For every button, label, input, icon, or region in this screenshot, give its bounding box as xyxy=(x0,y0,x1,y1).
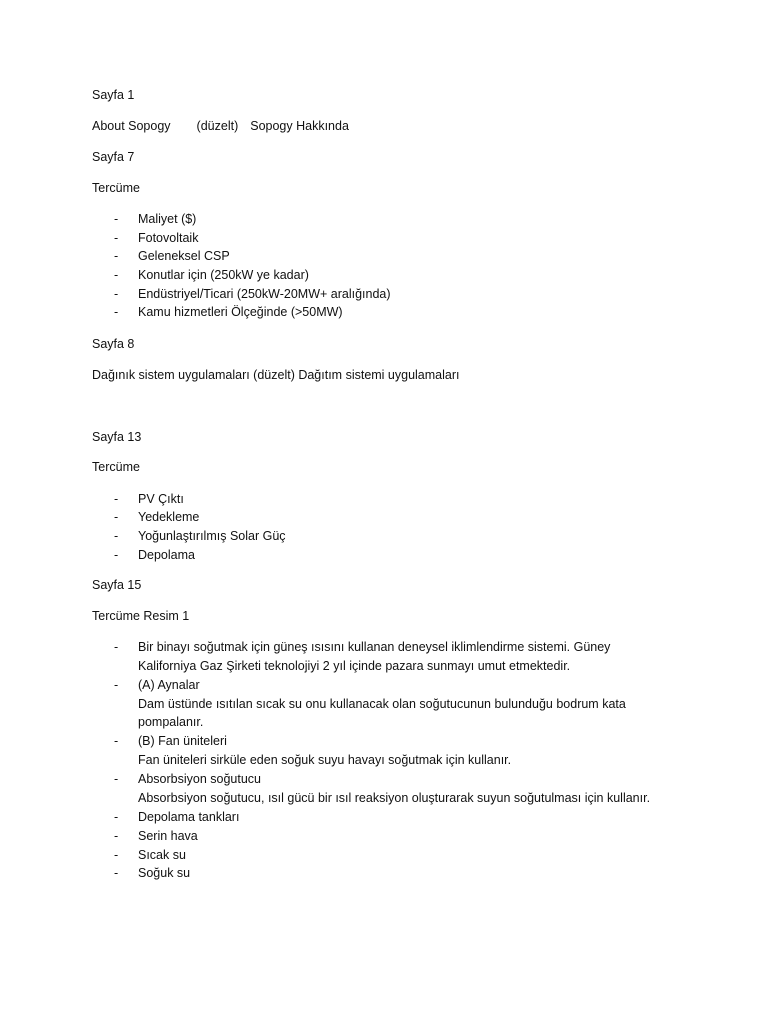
list-item-text: Sıcak su xyxy=(138,848,186,862)
list-dash: - xyxy=(114,212,119,226)
tercume-label-13: Tercüme xyxy=(92,460,140,474)
list-item: PV Çıktı xyxy=(138,492,184,506)
heading-sayfa-13: Sayfa 13 xyxy=(92,430,142,444)
list-item-text: Serin hava xyxy=(138,829,198,843)
about-text: About Sopogy xyxy=(92,119,171,133)
list-dash: - xyxy=(114,510,119,524)
list-dash: - xyxy=(114,678,119,692)
list-item-text: Absorbsiyon soğutucu xyxy=(138,772,261,786)
list-dash: - xyxy=(114,848,119,862)
list-dash: - xyxy=(114,810,119,824)
list-dash: - xyxy=(114,492,119,506)
list-item-text: Dam üstünde ısıtılan sıcak su onu kullanacak olan soğutucunun bulunduğu bodrum kata xyxy=(138,697,626,711)
list-item-text: Absorbsiyon soğutucu, ısıl gücü bir ısıl reaksiyon oluşturarak suyun soğutulması için kullanır. xyxy=(138,791,651,805)
list-item: Geleneksel CSP xyxy=(138,249,230,263)
list-item: Kamu hizmetleri Ölçeğinde (>50MW) xyxy=(138,305,343,319)
list-item: Konutlar için (250kW ye kadar) xyxy=(138,268,309,282)
list-item: Yoğunlaştırılmış Solar Güç xyxy=(138,529,286,543)
list-dash: - xyxy=(114,866,119,880)
heading-sayfa-8: Sayfa 8 xyxy=(92,337,135,351)
list-dash: - xyxy=(114,305,119,319)
tercume-resim-label: Tercüme Resim 1 xyxy=(92,609,190,623)
list-dash: - xyxy=(114,268,119,282)
list-item-text: pompalanır. xyxy=(138,715,204,729)
list-item: Depolama xyxy=(138,548,195,562)
list-item-text: Kaliforniya Gaz Şirketi teknolojiyi 2 yıl içinde pazara sunmayı umut etmektedir. xyxy=(138,659,571,673)
tercume-label-7: Tercüme xyxy=(92,181,140,195)
list-dash: - xyxy=(114,287,119,301)
heading-sayfa-7: Sayfa 7 xyxy=(92,150,135,164)
list-item: Endüstriyel/Ticari (250kW-20MW+ aralığında) xyxy=(138,287,391,301)
sayfa-8-text: Dağınık sistem uygulamaları (düzelt) Dağıtım sistemi uygulamaları xyxy=(92,368,460,382)
list-dash: - xyxy=(114,548,119,562)
list-item: Fotovoltaik xyxy=(138,231,199,245)
list-dash: - xyxy=(114,249,119,263)
list-item-text: Depolama tankları xyxy=(138,810,240,824)
list-dash: - xyxy=(114,640,119,654)
list-item-text: Fan üniteleri sirküle eden soğuk suyu havayı soğutmak için kullanır. xyxy=(138,753,512,767)
heading-sayfa-1: Sayfa 1 xyxy=(92,88,135,102)
list-item-text: (B) Fan üniteleri xyxy=(138,734,227,748)
list-item-text: Bir binayı soğutmak için güneş ısısını kullanan deneysel iklimlendirme sistemi. Güney xyxy=(138,640,611,654)
list-item: Maliyet ($) xyxy=(138,212,197,226)
heading-sayfa-15: Sayfa 15 xyxy=(92,578,142,592)
list-dash: - xyxy=(114,231,119,245)
list-dash: - xyxy=(114,829,119,843)
about-line xyxy=(92,118,349,134)
list-dash: - xyxy=(114,529,119,543)
list-item: Yedekleme xyxy=(138,510,200,524)
duzelt-text: (düzelt) xyxy=(196,119,239,133)
hakkinda-text: Sopogy Hakkında xyxy=(250,119,349,133)
list-item-text: Soğuk su xyxy=(138,866,191,880)
list-item-text: (A) Aynalar xyxy=(138,678,200,692)
list-dash: - xyxy=(114,734,119,748)
list-dash: - xyxy=(114,772,119,786)
